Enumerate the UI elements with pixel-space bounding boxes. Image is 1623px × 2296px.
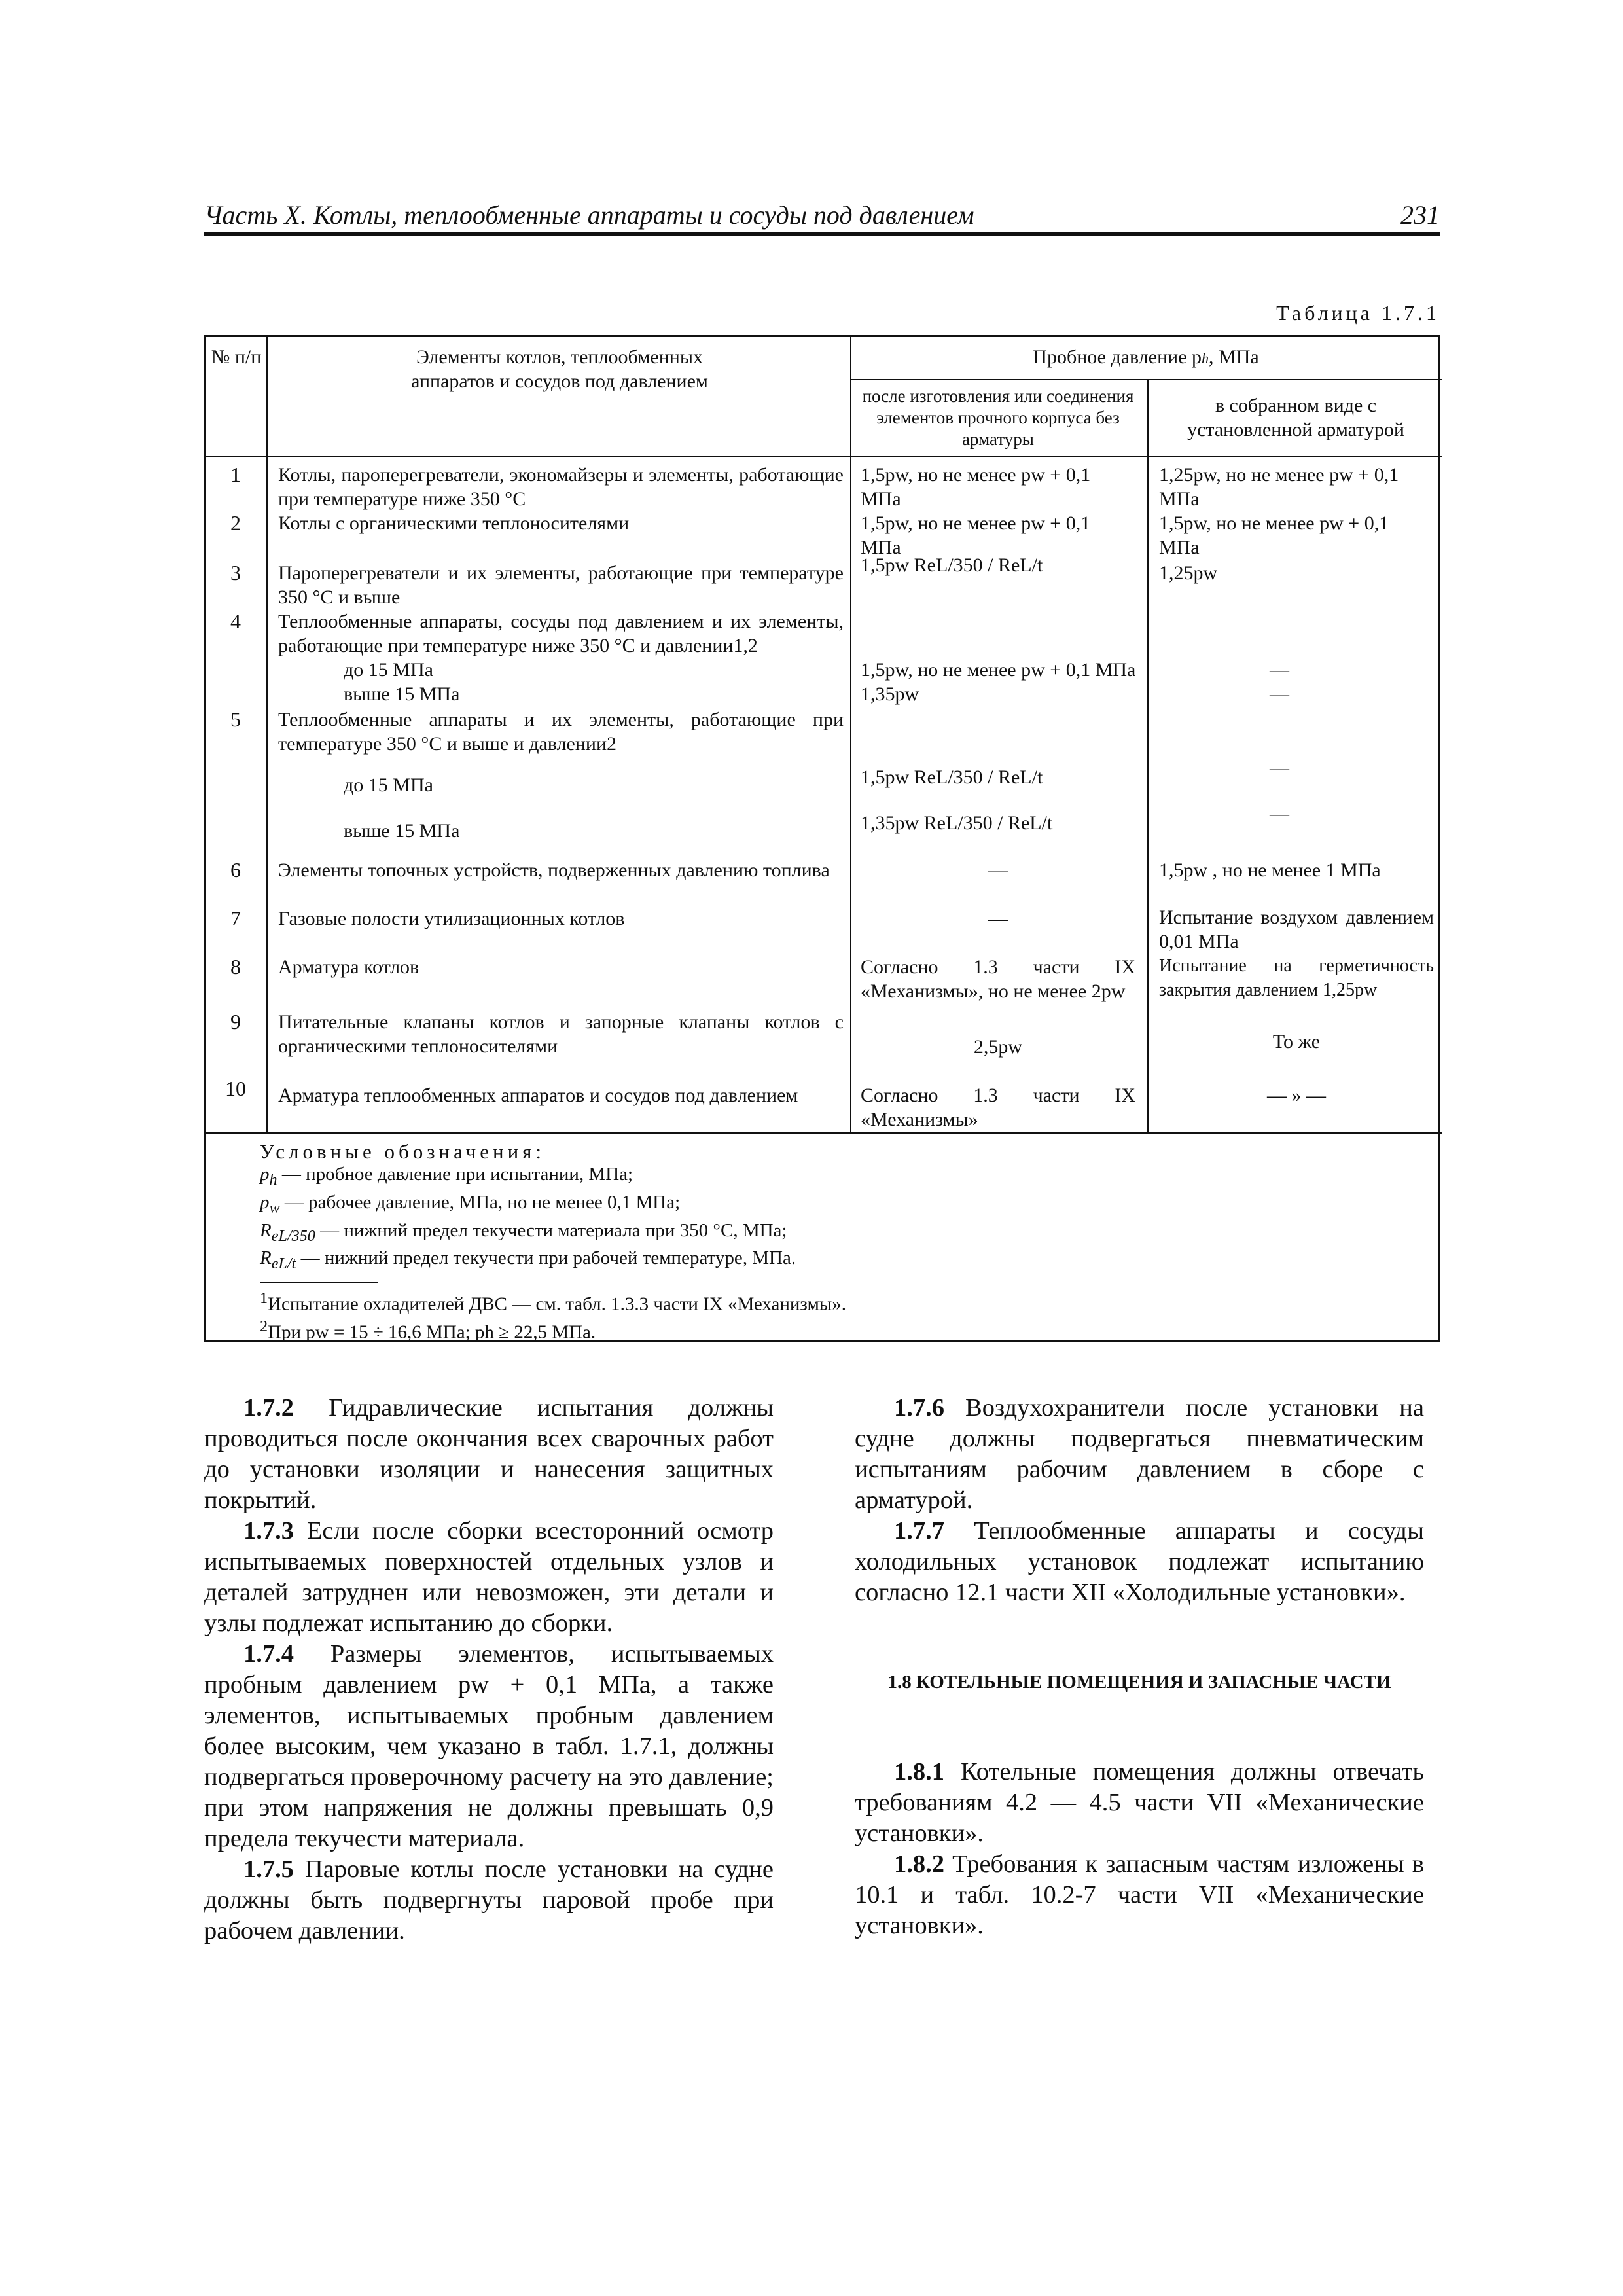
left-column — [204, 1393, 774, 1946]
paragraph: 1.7.4 Размеры элементов, испытываемых пробным давлением pw + 0,1 МПа, а также элементов, испытываемых пробным давлением более высоким, чем указано в табл. 1.7.1, должны подвергаться проверочному расчету на это давление; при этом напряжения не должны превышать 0,9 предела текучести материала. — [204, 1640, 774, 1852]
row-element: Элементы топочных устройств, подверженных давлению топлива — [278, 859, 830, 881]
paragraph: 1.7.3 Если после сборки всесторонний осмотр испытываемых поверхностей отдельных узлов и деталей затруднен или невозможен, эти детали и узлы подлежат испытанию до сборки. — [204, 1517, 774, 1637]
table-notes — [260, 1141, 846, 1344]
row-element: Котлы с органическими теплоносителями — [278, 512, 630, 534]
row-element: Теплообменные аппараты и их элементы, работающие при температуре 350 °С и выше и давлении2 — [278, 709, 844, 755]
row-number: 7 — [230, 906, 241, 930]
row-sub-label: выше 15 МПа — [344, 820, 460, 842]
row-number: 6 — [230, 858, 241, 882]
page-number: 231 — [1400, 200, 1440, 230]
footnote-rule — [260, 1282, 378, 1283]
row-element: Теплообменные аппараты, сосуды под давлением и их элементы, работающие при температуре ниже 350 °С и давлении1,2 — [278, 611, 844, 656]
row-element: Питательные клапаны котлов и запорные клапаны котлов с органическими теплоносителями — [278, 1011, 844, 1057]
row-after: Согласно 1.3 части IX «Механизмы» — [861, 1085, 1135, 1130]
row-divider — [850, 379, 1442, 380]
header-title: Часть X. Котлы, теплообменные аппараты и сосуды под давлением — [204, 200, 974, 230]
row-assembled: — — [1270, 659, 1289, 681]
row-number: 2 — [230, 511, 241, 535]
row-number: 10 — [225, 1077, 246, 1100]
row-assembled: — — [1270, 803, 1289, 825]
footnote: $^1$Испытание охладителей ДВС — см. табл. 1.3.3 части IX «Механизмы». — [260, 1289, 847, 1315]
header-after: после изготовления или соединения элементов прочного корпуса без арматуры — [862, 386, 1134, 449]
row-after: — — [988, 859, 1008, 881]
row-after: — — [988, 908, 1008, 929]
row-number: 8 — [230, 955, 241, 978]
row-after: 1,5pw ReL/350 / ReL/t — [861, 554, 1043, 576]
paragraph: 1.7.6 Воздухохранители после установки на судне должны подвергаться пневматическим испытаниям рабочим давлением в сборе с арматурой. — [855, 1394, 1424, 1514]
row-assembled: 1,5pw, но не менее pw + 0,1 МПа — [1159, 512, 1389, 558]
section-heading: 1.8 КОТЕЛЬНЫЕ ПОМЕЩЕНИЯ И ЗАПАСНЫЕ ЧАСТИ — [887, 1672, 1391, 1693]
paragraph: 1.7.5 Паровые котлы после установки на судне должны быть подвергнуты паровой пробе при рабочем давлении. — [204, 1856, 774, 1945]
row-assembled: — — [1270, 757, 1289, 779]
row-number: 4 — [230, 609, 241, 633]
row-number: 9 — [230, 1010, 241, 1033]
row-number: 1 — [230, 463, 241, 486]
row-number: 5 — [230, 708, 241, 731]
row-element: Арматура теплообменных аппаратов и сосудов под давлением — [278, 1085, 798, 1106]
right-column — [855, 1393, 1424, 1941]
notes-heading: Условные обозначения: — [260, 1140, 546, 1163]
row-assembled: — » — — [1267, 1085, 1326, 1106]
pressure-table — [204, 335, 1440, 1342]
paragraph: 1.7.7 Теплообменные аппараты и сосуды холодильных установок подлежат испытанию согласно 12.1 части XII «Холодильные установки». — [855, 1517, 1425, 1606]
paragraph: 1.8.2 Требования к запасным частям изложены в 10.1 и табл. 10.2-7 части VII «Механические установки». — [855, 1850, 1424, 1939]
row-after: 1,35pw — [861, 683, 919, 705]
paragraph: 1.7.2 Гидравлические испытания должны проводиться после окончания всех сварочных работ до установки изоляции и нанесения защитных покрытий. — [204, 1394, 774, 1514]
row-after: 1,5pw, но не менее pw + 0,1 МПа — [861, 512, 1091, 558]
row-after: 1,35pw ReL/350 / ReL/t — [861, 812, 1053, 834]
row-assembled: 1,25pw — [1159, 562, 1218, 584]
row-sub-label: до 15 МПа — [344, 659, 433, 681]
row-divider — [206, 1132, 1442, 1134]
row-element: Пароперегреватели и их элементы, работающие при температуре 350 °С и выше — [278, 562, 844, 608]
paragraph: 1.8.1 Котельные помещения должны отвечать требованиям 4.2 — 4.5 части VII «Механические установки». — [855, 1758, 1424, 1847]
row-after: 1,5pw ReL/350 / ReL/t — [861, 766, 1043, 788]
col-divider — [1147, 379, 1149, 1132]
note-line: $p_h$ — пробное давление при испытании, МПа; — [260, 1164, 633, 1189]
table-caption: Таблица 1.7.1 — [1276, 301, 1440, 325]
header-elements: Элементы котлов, теплообменных аппаратов и сосудов под давлением — [411, 346, 708, 392]
footnote: $^2$При pw = 15 ÷ 16,6 МПа; ph ≥ 22,5 МПа. — [260, 1317, 596, 1343]
row-after: 2,5pw — [973, 1036, 1023, 1058]
row-assembled: Испытание на герметичность закрытия давлением 1,25pw — [1159, 956, 1434, 1000]
row-after: 1,5pw, но не менее pw + 0,1 МПа — [861, 659, 1136, 681]
row-sub-label: выше 15 МПа — [344, 683, 460, 705]
row-assembled: — — [1270, 683, 1289, 705]
row-assembled: То же — [1272, 1031, 1321, 1052]
row-assembled: Испытание воздухом давлением 0,01 МПа — [1159, 906, 1434, 952]
row-sub-label: до 15 МПа — [344, 774, 433, 796]
note-line: $R_{eL/350}$ — нижний предел текучести материала при 350 °С, МПа; — [260, 1219, 787, 1245]
row-divider — [206, 456, 1442, 457]
row-element: Котлы, пароперегреватели, экономайзеры и элементы, работающие при температуре ниже 350 °С — [278, 464, 844, 510]
row-after: Согласно 1.3 части IX «Механизмы», но не менее 2pw — [861, 956, 1135, 1002]
header-pressure: Пробное давление ph, МПа — [1033, 346, 1259, 368]
row-after: 1,5pw, но не менее pw + 0,1 МПа — [861, 464, 1091, 510]
note-line: $R_{eL/t}$ — нижний предел текучести при рабочей температуре, МПа. — [260, 1247, 796, 1273]
header-assembled: в собранном виде с установленной арматурой — [1187, 395, 1404, 440]
running-header — [204, 196, 1440, 233]
row-number: 3 — [230, 561, 241, 584]
note-line: $p_w$ — рабочее давление, МПа, но не менее 0,1 МПа; — [260, 1191, 681, 1217]
row-element: Газовые полости утилизационных котлов — [278, 908, 625, 929]
row-element: Арматура котлов — [278, 956, 419, 978]
row-assembled: 1,25pw, но не менее pw + 0,1 МПа — [1159, 464, 1399, 510]
header-num: № п/п — [211, 346, 262, 368]
row-assembled: 1,5pw , но не менее 1 МПа — [1159, 859, 1381, 881]
header-rule — [204, 232, 1440, 236]
